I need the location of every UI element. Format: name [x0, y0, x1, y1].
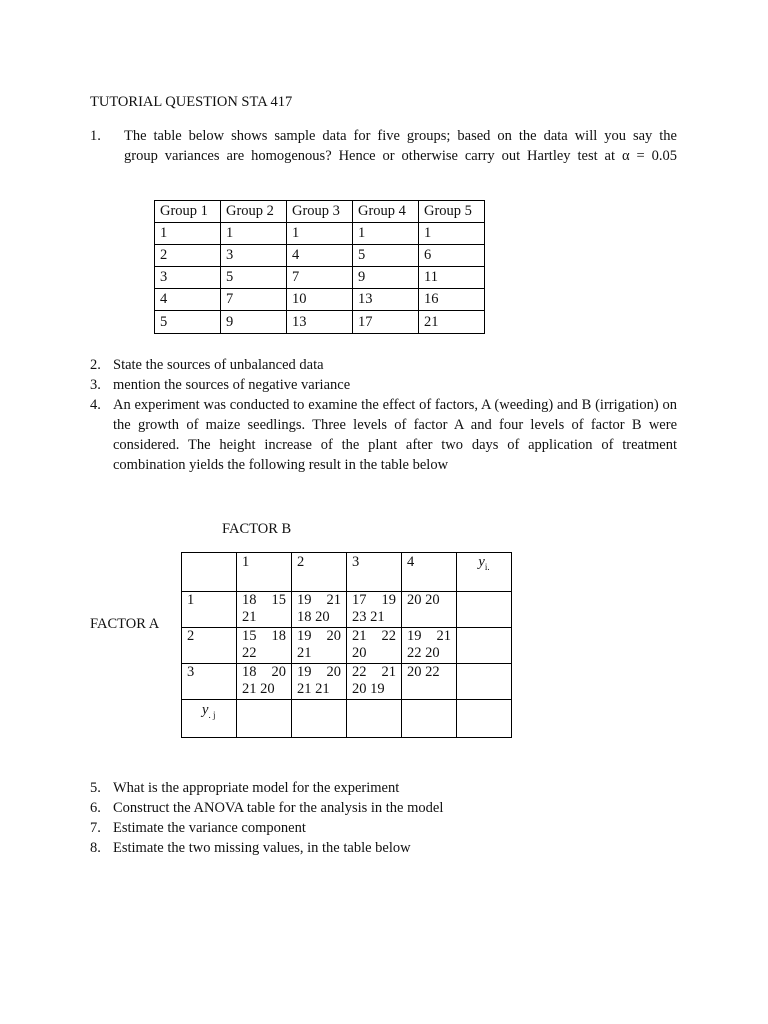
- table-cell: 11: [419, 267, 485, 289]
- table-corner-cell: [182, 553, 237, 592]
- table-cell: 1: [287, 223, 353, 245]
- table-cell: 2: [155, 245, 221, 267]
- table-row: [182, 592, 512, 628]
- cell-value: 19: [407, 628, 422, 644]
- table-cell: 1: [419, 223, 485, 245]
- question-number: 5.: [90, 780, 101, 796]
- table-cell: 5: [155, 311, 221, 334]
- symbol-y: y: [202, 702, 209, 718]
- row-total-cell: [457, 628, 512, 664]
- table-row: [155, 311, 485, 334]
- column-total-cell: [457, 700, 512, 738]
- cell-value: 20: [271, 664, 286, 680]
- row-total-cell: [457, 664, 512, 700]
- row-level: 1: [182, 592, 237, 628]
- table-header-row: [155, 201, 485, 223]
- cell-value: 20 19: [352, 681, 385, 697]
- document-title: TUTORIAL QUESTION STA 417: [90, 94, 293, 110]
- table-cell: 13: [287, 311, 353, 334]
- question-number: 1.: [90, 128, 101, 144]
- question-number: 7.: [90, 820, 101, 836]
- table-cell: 4: [287, 245, 353, 267]
- row-total-symbol: [462, 554, 506, 576]
- table-cell: [237, 592, 292, 628]
- table-cell: 3: [155, 267, 221, 289]
- question-text: Estimate the variance component: [113, 820, 306, 836]
- cell-value: 19: [297, 628, 312, 644]
- table-row: [155, 289, 485, 311]
- table-cell: 17: [353, 311, 419, 334]
- table-cell: [237, 628, 292, 664]
- table-header-row: [182, 553, 512, 592]
- table-cell: 1: [353, 223, 419, 245]
- table-cell: 6: [419, 245, 485, 267]
- question-list-2-4: [90, 355, 677, 475]
- table-header: 1: [237, 553, 292, 592]
- cell-value: 18 20: [297, 609, 330, 625]
- symbol-y: y: [478, 554, 485, 570]
- table-header: Group 1: [155, 201, 221, 223]
- cell-value: 21: [326, 592, 341, 608]
- table-header: 2: [292, 553, 347, 592]
- cell-value: 21: [242, 609, 257, 625]
- table-cell: 9: [353, 267, 419, 289]
- table-cell: 10: [287, 289, 353, 311]
- table-cell: [292, 592, 347, 628]
- table-cell: 21: [419, 311, 485, 334]
- table-header: 3: [347, 553, 402, 592]
- factor-table: [181, 552, 512, 738]
- cell-value: 20: [352, 645, 367, 661]
- groups-table: [154, 200, 485, 334]
- cell-value: 22 20: [407, 645, 440, 661]
- row-total-header: [457, 553, 512, 592]
- column-total-label: [182, 700, 237, 738]
- question-number: 4.: [90, 397, 101, 413]
- table-cell: 5: [221, 267, 287, 289]
- table-cell: 16: [419, 289, 485, 311]
- cell-value: 23 21: [352, 609, 385, 625]
- table-cell: [292, 628, 347, 664]
- table-cell: 1: [221, 223, 287, 245]
- cell-value: 21: [297, 645, 312, 661]
- question-1: [90, 126, 677, 166]
- table-row: [155, 223, 485, 245]
- table-cell: 1: [155, 223, 221, 245]
- cell-value: 21 20: [242, 681, 275, 697]
- cell-value: 21: [352, 628, 367, 644]
- question-text: Estimate the two missing values, in the table below: [113, 840, 411, 856]
- question-text: State the sources of unbalanced data: [113, 357, 324, 373]
- list-item: [90, 778, 677, 798]
- question-text: An experiment was conducted to examine the effect of factors, A (weeding) and B (irrigation) on the growth of maize seedlings. Three levels of factor A and four levels of factor B were considered. The height increase of the plant after two days of application of treatment combination yields the following result in the table below: [113, 397, 677, 473]
- table-header: Group 2: [221, 201, 287, 223]
- symbol-subscript: . j: [208, 709, 216, 720]
- cell-value: 20 22: [407, 664, 440, 680]
- question-number: 2.: [90, 357, 101, 373]
- table-cell: 4: [155, 289, 221, 311]
- table-header: Group 5: [419, 201, 485, 223]
- question-number: 3.: [90, 377, 101, 393]
- cell-value: 21: [381, 664, 396, 680]
- cell-value: 17: [352, 592, 367, 608]
- cell-value: 19: [297, 592, 312, 608]
- table-cell: 9: [221, 311, 287, 334]
- question-text: mention the sources of negative variance: [113, 377, 351, 393]
- table-cell: [402, 628, 457, 664]
- cell-value: 21: [436, 628, 451, 644]
- table-header: Group 3: [287, 201, 353, 223]
- table-row: [155, 245, 485, 267]
- factor-a-label: FACTOR A: [90, 616, 160, 632]
- list-item: [90, 355, 677, 375]
- table-cell: 3: [221, 245, 287, 267]
- table-cell: [347, 592, 402, 628]
- cell-value: 22: [352, 664, 367, 680]
- row-level: 2: [182, 628, 237, 664]
- cell-value: 21 21: [297, 681, 330, 697]
- table-cell: [292, 664, 347, 700]
- question-number: 8.: [90, 840, 101, 856]
- table-cell: 7: [287, 267, 353, 289]
- table-row: [182, 628, 512, 664]
- column-total-cell: [347, 700, 402, 738]
- cell-value: 20 20: [407, 592, 440, 608]
- table-cell: [347, 664, 402, 700]
- table-cell: [402, 592, 457, 628]
- column-total-cell: [292, 700, 347, 738]
- cell-value: 18: [242, 664, 257, 680]
- question-text: What is the appropriate model for the experiment: [113, 780, 400, 796]
- table-header: Group 4: [353, 201, 419, 223]
- table-row: [155, 267, 485, 289]
- table-cell: [237, 664, 292, 700]
- list-item: [90, 818, 677, 838]
- row-total-cell: [457, 592, 512, 628]
- column-total-cell: [402, 700, 457, 738]
- table-cell: 7: [221, 289, 287, 311]
- cell-value: 15: [271, 592, 286, 608]
- table-row: [182, 664, 512, 700]
- cell-value: 20: [326, 664, 341, 680]
- cell-value: 18: [242, 592, 257, 608]
- table-cell: [402, 664, 457, 700]
- list-item: [90, 395, 677, 475]
- list-item: [90, 798, 677, 818]
- column-total-row: [182, 700, 512, 738]
- cell-value: 18: [271, 628, 286, 644]
- question-list-5-8: [90, 778, 677, 858]
- factor-b-label: FACTOR B: [222, 521, 292, 537]
- cell-value: 19: [381, 592, 396, 608]
- cell-value: 20: [326, 628, 341, 644]
- table-cell: 5: [353, 245, 419, 267]
- question-1-line-2: group variances are homogenous? Hence or otherwise carry out Hartley test at α = 0.05: [124, 148, 677, 164]
- cell-value: 15: [242, 628, 257, 644]
- question-1-line-1: The table below shows sample data for five groups; based on the data will you say the: [124, 128, 677, 144]
- list-item: [90, 838, 677, 858]
- column-total-cell: [237, 700, 292, 738]
- list-item: [90, 375, 677, 395]
- table-cell: [347, 628, 402, 664]
- row-level: 3: [182, 664, 237, 700]
- cell-value: 22: [242, 645, 257, 661]
- table-cell: 13: [353, 289, 419, 311]
- table-header: 4: [402, 553, 457, 592]
- cell-value: 22: [381, 628, 396, 644]
- question-text: Construct the ANOVA table for the analysis in the model: [113, 800, 444, 816]
- column-total-symbol: [187, 700, 231, 724]
- symbol-subscript: i.: [484, 561, 490, 572]
- cell-value: 19: [297, 664, 312, 680]
- question-number: 6.: [90, 800, 101, 816]
